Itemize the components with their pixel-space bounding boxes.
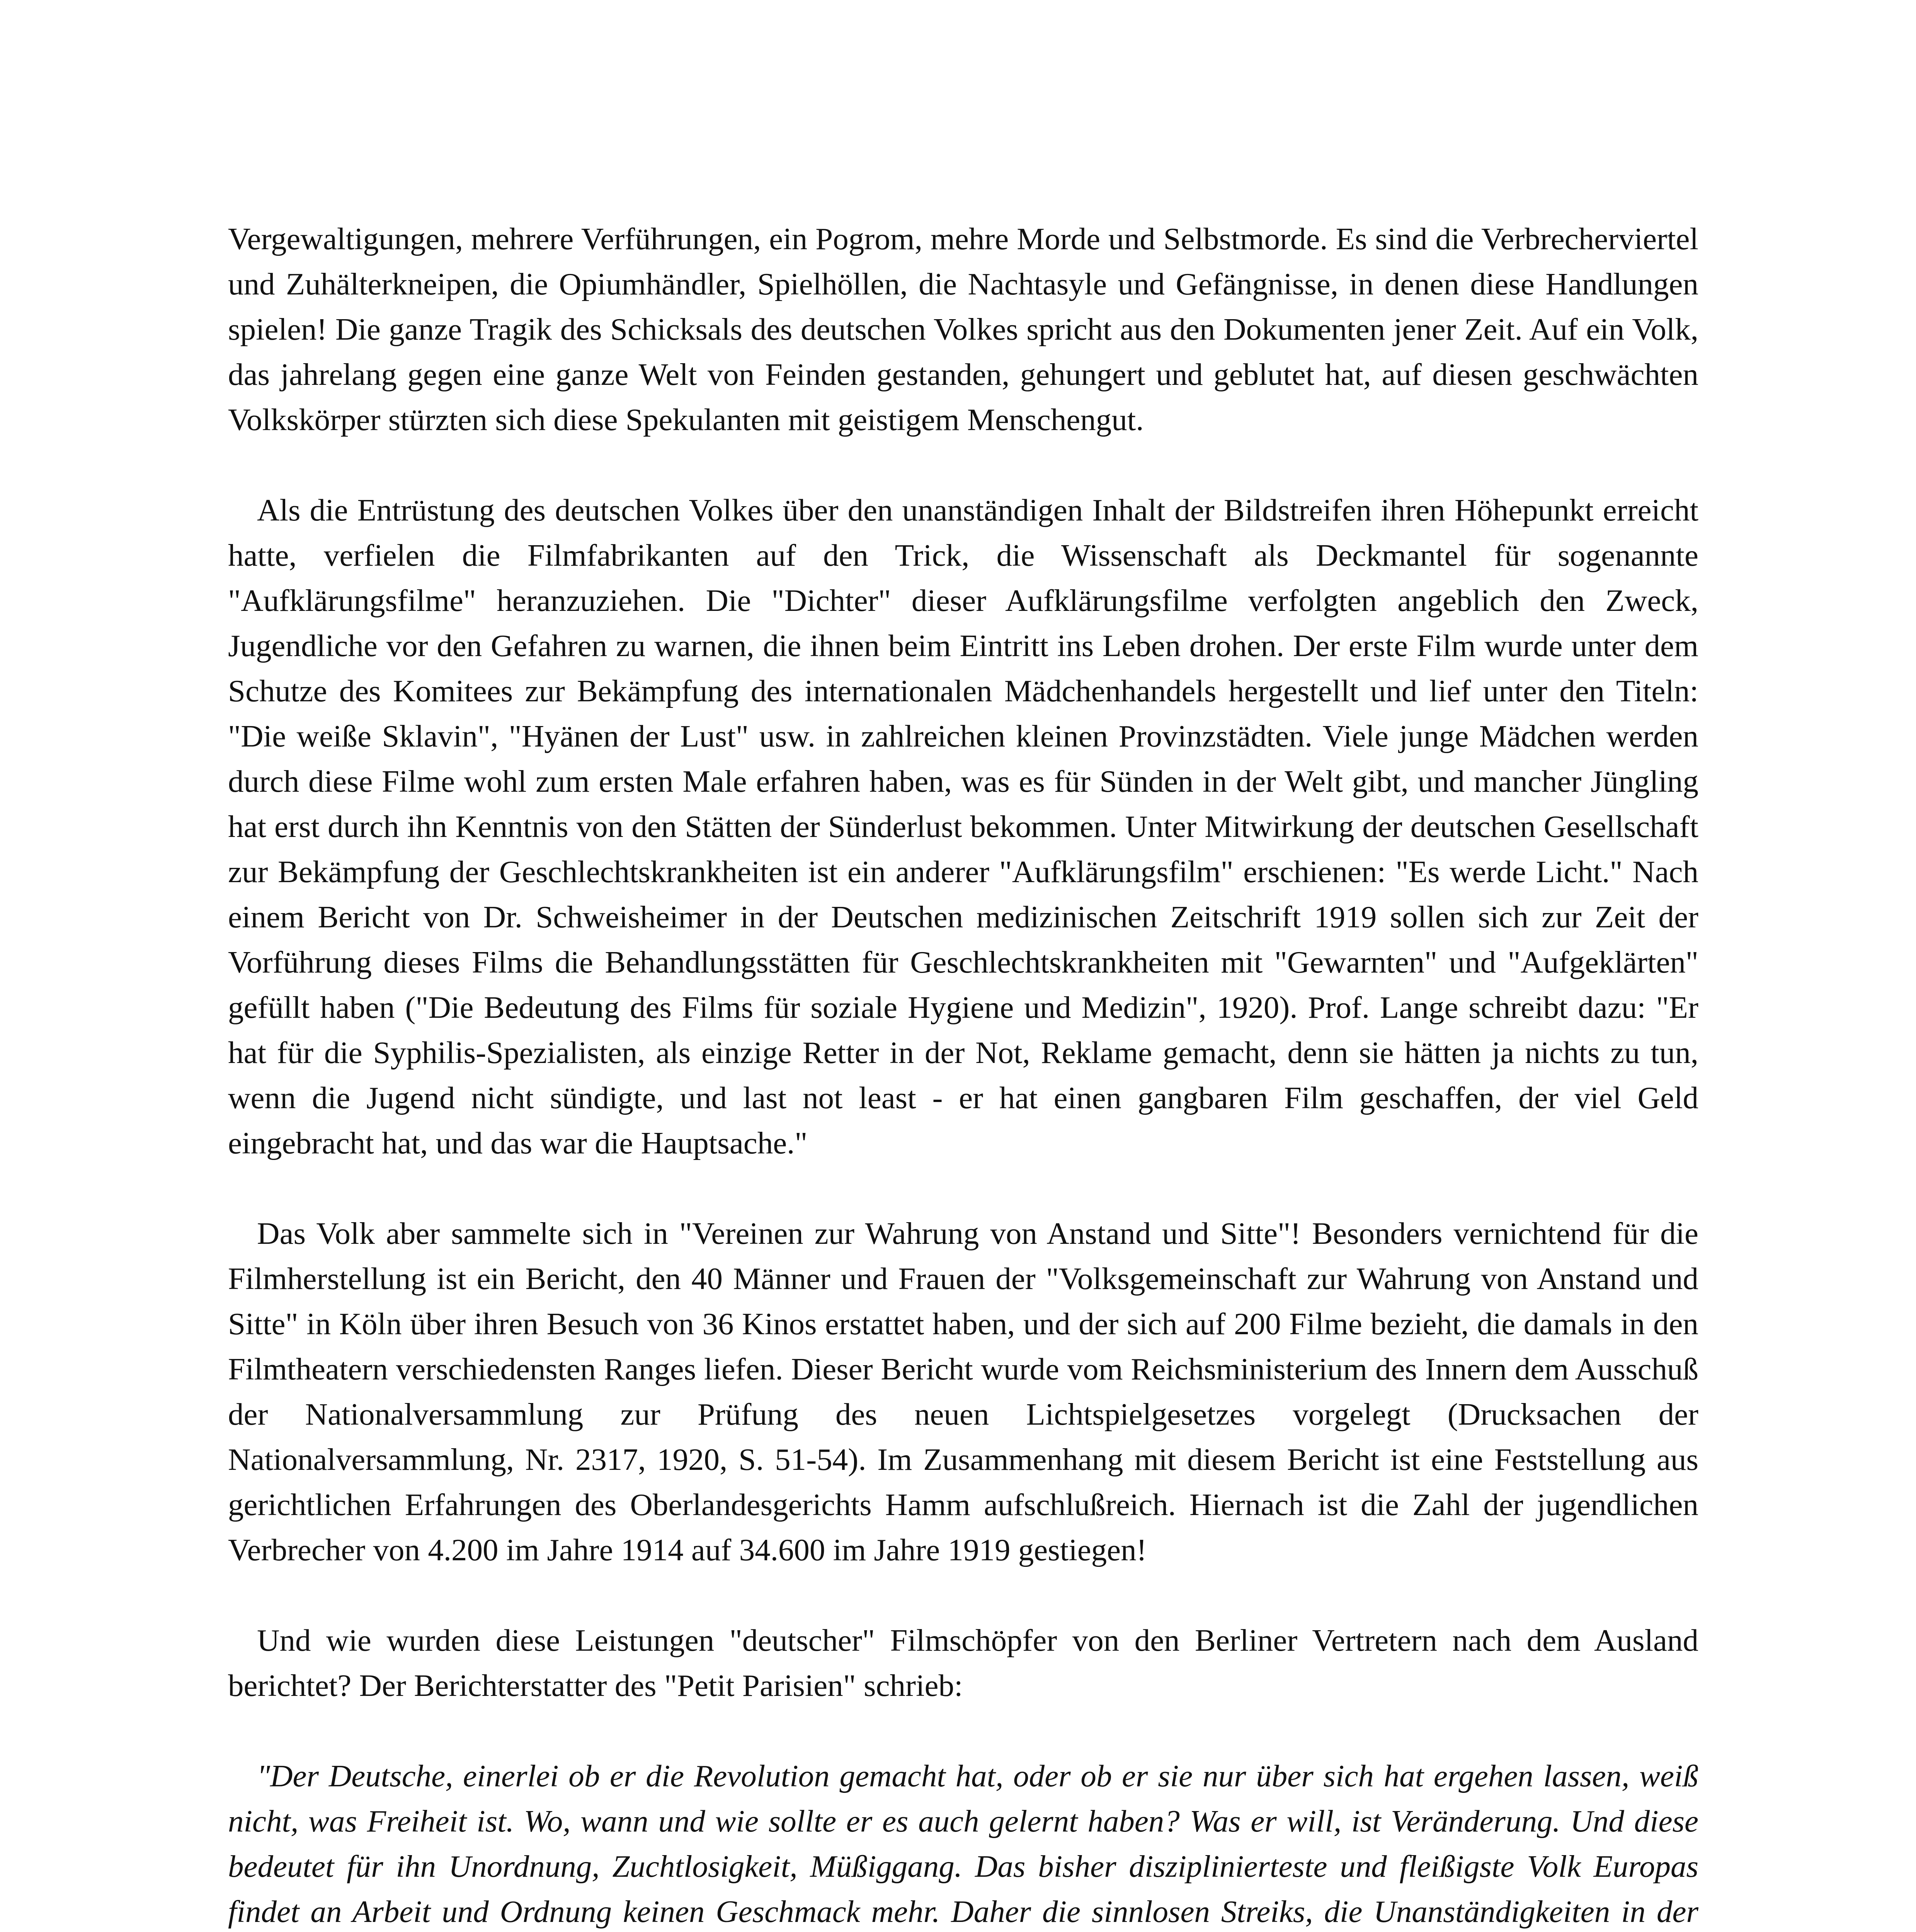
body-text — [228, 216, 1698, 1932]
paragraph-petit-parisien-intro: Und wie wurden diese Leistungen "deutscher" Filmschöpfer von den Berliner Vertretern nach dem Ausland berichtet? Der Berichterstatter des "Petit Parisien" schrieb: — [228, 1623, 1698, 1703]
paragraph-volksgemeinschaft: Das Volk aber sammelte sich in "Vereinen zur Wahrung von Anstand und Sitte"! Besonders vernichtend für die Filmherstellung ist ein Bericht, den 40 Männer und Frauen der "Volksgemeinschaft zur Wahrung von Anstand und Sitte" in Köln über ihren Besuch von 36 Kinos erstattet haben, und der sich auf 200 Filme bezieht, die damals in den Filmtheatern verschiedensten Ranges liefen. Dieser Bericht wurde vom Reichsministerium des Innern dem Ausschuß der Nationalversammlung zur Prüfung des neuen Lichtspielgesetzes vorgelegt (Drucksachen der Nationalversammlung, Nr. 2317, 1920, S. 51-54). Im Zusammenhang mit diesem Bericht ist eine Feststellung aus gerichtlichen Erfahrungen des Oberlandesgerichts Hamm aufschlußreich. Hiernach ist die Zahl der jugendlichen Verbrecher von 4.200 im Jahre 1914 auf 34.600 im Jahre 1919 gestiegen! — [228, 1216, 1698, 1567]
block-quote: "Der Deutsche, einerlei ob er die Revolution gemacht hat, oder ob er sie nur über sich hat ergehen lassen, weiß nicht, was Freiheit ist. Wo, wann und wie sollte er es auch gelernt haben? Was er will, ist Veränderung. Und diese bedeutet für ihn Unordnung, Zuchtlosigkeit, Müßiggang. Das bisher diszipliniertеste und fleißigste Volk Europas findet an Arbeit und Ordnung keinen Geschmack mehr. Daher die sinnlosen Streiks, die Unanständigkeiten in der — [228, 1759, 1698, 1929]
paragraph-aufklaerungsfilme: Als die Entrüstung des deutschen Volkes über den unanständigen Inhalt der Bildstreifen ihren Höhepunkt erreicht hatte, verfielen die Filmfabrikanten auf den Trick, die Wissenschaft als Deckmantel für sogenannte "Aufklärungsfilme" heranzuziehen. Die "Dichter" dieser Aufklärungsfilme verfolgten angeblich den Zweck, Jugendliche vor den Gefahren zu warnen, die ihnen beim Eintritt ins Leben drohen. Der erste Film wurde unter dem Schutze des Komitees zur Bekämpfung des internationalen Mädchenhandels hergestellt und lief unter den Titeln: "Die weiße Sklavin", "Hyänen der Lust" usw. in zahlreichen kleinen Provinzstädten. Viele junge Mädchen werden durch diese Filme wohl zum ersten Male erfahren haben, was es für Sünden in der Welt gibt, und mancher Jüngling hat erst durch ihn Kenntnis von den Stätten der Sünderlust bekommen. Unter Mitwirkung der deutschen Gesellschaft zur Bekämpfung der Geschlechtskrankheiten ist ein anderer "Aufklärungsfilm" erschienen: "Es werde Licht." Nach einem Bericht von Dr. Schweisheimer in der Deutschen medizinischen Zeitschrift 1919 sollen sich zur Zeit der Vorführung dieses Films die Behandlungsstätten für Geschlechtskrankheiten mit "Gewarnten" und "Aufgeklärten" gefüllt haben ("Die Bedeutung des Films für soziale Hygiene und Medizin", 1920). Prof. Lange schreibt dazu: "Er hat für die Syphilis-Spezialisten, als einzige Retter in der Not, Reklame gemacht, denn sie hätten ja nichts zu tun, wenn die Jugend nicht sündigte, und last not least - er hat einen gangbaren Film geschaffen, der viel Geld eingebracht hat, und das war die Hauptsache." — [228, 493, 1698, 1160]
paragraph-continuation: Vergewaltigungen, mehrere Verführungen, ein Pogrom, mehre Morde und Selbstmorde. Es sind die Verbrecherviertel und Zuhälterkneipen, die Opiumhändler, Spielhöllen, die Nachtasyle und Gefängnisse, in denen diese Handlungen spielen! Die ganze Tragik des Schicksals des deutschen Volkes spricht aus den Dokumenten jener Zeit. Auf ein Volk, das jahrelang gegen eine ganze Welt von Feinden gestanden, gehungert und geblutet hat, auf diesen geschwächten Volkskörper stürzten sich diese Spekulanten mit geistigem Menschengut. — [228, 221, 1698, 437]
